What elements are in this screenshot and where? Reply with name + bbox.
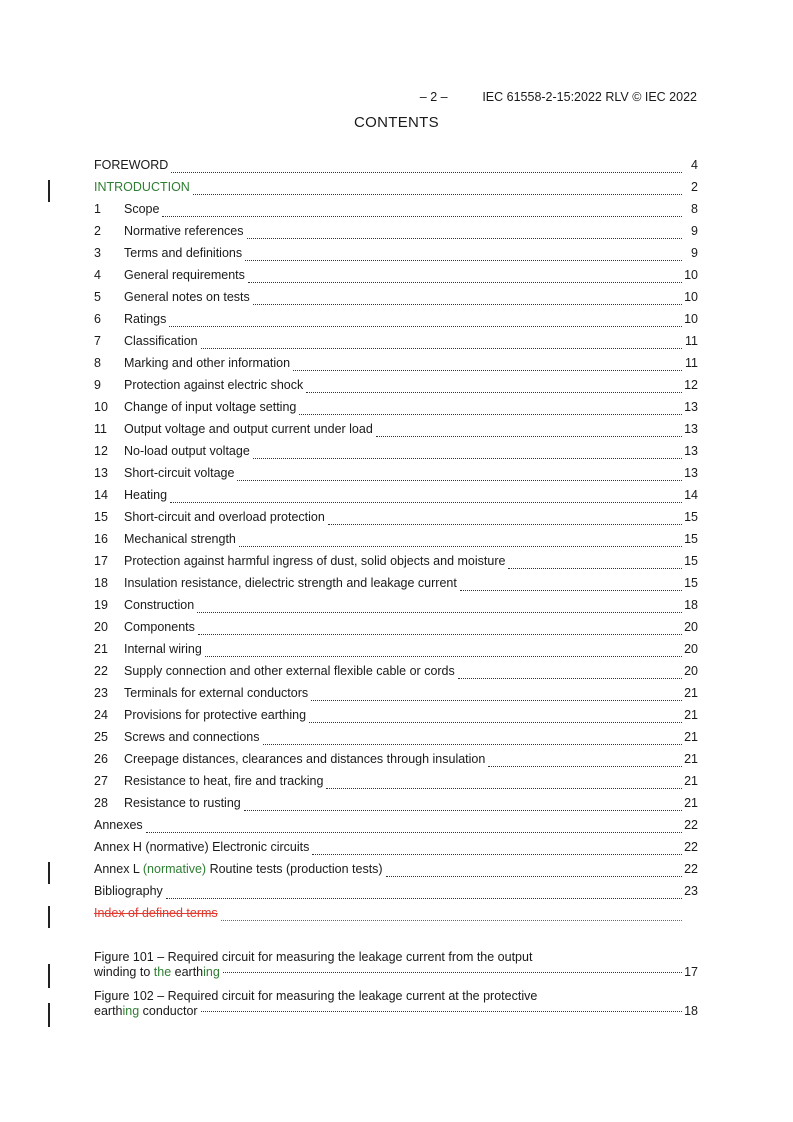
toc-entry-number: 18 — [94, 576, 108, 590]
toc-entry-label: Creepage distances, clearances and distances through insulation — [124, 752, 486, 766]
toc-entry-label: Heating — [124, 488, 168, 502]
dot-leader — [326, 787, 682, 789]
change-bar — [48, 964, 50, 988]
toc-entry-label: Annexes — [94, 818, 143, 832]
toc-entry-label: Protection against harmful ingress of dust, solid objects and moisture — [124, 554, 506, 568]
toc-entry-label: Ratings — [124, 312, 167, 326]
dot-leader — [488, 765, 682, 767]
dot-leader — [201, 347, 682, 349]
page-header — [413, 76, 697, 104]
toc-entry-number: 10 — [94, 400, 108, 414]
toc-entry-page: 10 — [684, 290, 698, 304]
toc-entry-label: Terms and definitions — [124, 246, 243, 260]
dot-leader — [166, 897, 682, 899]
dot-leader — [162, 215, 682, 217]
toc-entry[interactable] — [94, 730, 698, 752]
toc-entry-label: Protection against electric shock — [124, 378, 304, 392]
figure-entry[interactable] — [94, 989, 698, 1019]
toc-entry[interactable] — [94, 444, 698, 466]
toc-entry-number: 25 — [94, 730, 108, 744]
toc-entry-page: 12 — [684, 378, 698, 392]
toc-entry-page: 15 — [684, 554, 698, 568]
dot-leader — [299, 413, 682, 415]
toc-entry-label: Insulation resistance, dielectric strength and leakage current — [124, 576, 457, 590]
figure-page: 17 — [684, 965, 698, 979]
toc-entry[interactable] — [94, 180, 698, 202]
toc-entry-number: 23 — [94, 686, 108, 700]
figure-caption-continued: earthing conductor — [94, 1004, 198, 1018]
toc-entry[interactable] — [94, 576, 698, 598]
toc-entry-label: Supply connection and other external flexible cable or cords — [124, 664, 455, 678]
dot-leader — [245, 259, 682, 261]
toc-entry-page: 18 — [684, 598, 698, 612]
toc-entry-label: Index of defined terms — [94, 906, 218, 920]
dot-leader — [170, 501, 682, 503]
dot-leader — [376, 435, 682, 437]
dot-leader — [309, 721, 682, 723]
toc-entry[interactable] — [94, 532, 698, 554]
toc-entry-number: 11 — [94, 422, 107, 436]
toc-entry[interactable] — [94, 796, 698, 818]
toc-entry-page: 4 — [691, 158, 698, 172]
figure-caption-continued: winding to the earthing — [94, 965, 220, 979]
toc-entry-page: 21 — [684, 752, 698, 766]
dot-leader — [171, 171, 682, 173]
toc-entry-page: 2 — [691, 180, 698, 194]
toc-entry-page: 22 — [684, 840, 698, 854]
toc-entry-page: 22 — [684, 818, 698, 832]
dot-leader — [146, 831, 682, 833]
change-bar — [48, 180, 50, 202]
toc-entry-label: Bibliography — [94, 884, 163, 898]
dot-leader — [169, 325, 682, 327]
dot-leader — [306, 391, 682, 393]
toc-entry-page: 20 — [684, 642, 698, 656]
dot-leader — [508, 567, 682, 569]
standard-reference: IEC 61558-2-15:2022 RLV © IEC 2022 — [482, 90, 697, 104]
toc-entry-page: 13 — [684, 466, 698, 480]
toc-entry-number: 17 — [94, 554, 108, 568]
toc-entry-number: 26 — [94, 752, 108, 766]
toc-entry-number: 13 — [94, 466, 108, 480]
dot-leader — [205, 655, 682, 657]
toc-entry-number: 5 — [94, 290, 101, 304]
toc-entry-label: Resistance to rusting — [124, 796, 241, 810]
list-of-figures — [94, 950, 698, 1028]
toc-entry-page: 10 — [684, 312, 698, 326]
toc-entry-label: Short-circuit and overload protection — [124, 510, 325, 524]
dot-leader — [328, 523, 682, 525]
dot-leader — [460, 589, 682, 591]
toc-entry-number: 7 — [94, 334, 101, 348]
toc-entry[interactable] — [94, 642, 698, 664]
toc-entry-page: 21 — [684, 708, 698, 722]
figure-page: 18 — [684, 1004, 698, 1018]
figure-caption: Figure 102 – Required circuit for measuring the leakage current at the protective — [94, 989, 538, 1003]
toc-entry[interactable] — [94, 510, 698, 532]
toc-entry-page: 14 — [684, 488, 698, 502]
toc-entry-label: Output voltage and output current under load — [124, 422, 373, 436]
toc-entry-label: Marking and other information — [124, 356, 291, 370]
dot-leader — [247, 237, 683, 239]
toc-entry-number: 14 — [94, 488, 108, 502]
toc-entry[interactable] — [94, 598, 698, 620]
dot-leader — [458, 677, 682, 679]
toc-entry-page: 9 — [691, 224, 698, 238]
page-number: – 2 – — [419, 90, 448, 104]
toc-entry-label: General notes on tests — [124, 290, 250, 304]
dot-leader — [248, 281, 682, 283]
toc-entry-page: 21 — [684, 730, 698, 744]
dot-leader — [311, 699, 682, 701]
toc-entry-number: 24 — [94, 708, 108, 722]
table-of-contents — [94, 158, 698, 928]
toc-entry-page: 13 — [684, 400, 698, 414]
toc-entry[interactable] — [94, 554, 698, 576]
toc-entry[interactable] — [94, 268, 698, 290]
toc-entry-page: 10 — [684, 268, 698, 282]
figure-caption: Figure 101 – Required circuit for measuring the leakage current from the output — [94, 950, 533, 964]
toc-entry-label: Annex L (normative) Routine tests (production tests) — [94, 862, 383, 876]
dot-leader — [198, 633, 682, 635]
change-bar — [48, 1003, 50, 1027]
toc-entry[interactable] — [94, 664, 698, 686]
dot-leader — [239, 545, 682, 547]
toc-entry-number: 19 — [94, 598, 108, 612]
toc-entry-label: Scope — [124, 202, 160, 216]
toc-entry-number: 4 — [94, 268, 101, 282]
dot-leader — [312, 853, 682, 855]
page-title: CONTENTS — [354, 114, 439, 131]
toc-entry[interactable] — [94, 334, 698, 356]
dot-leader — [386, 875, 682, 877]
toc-entry[interactable] — [94, 158, 698, 180]
toc-entry-page: 15 — [684, 532, 698, 546]
toc-entry-number: 27 — [94, 774, 108, 788]
toc-entry-number: 15 — [94, 510, 108, 524]
toc-entry-label: Short-circuit voltage — [124, 466, 235, 480]
toc-entry[interactable] — [94, 400, 698, 422]
change-bar — [48, 862, 50, 884]
toc-entry-number: 20 — [94, 620, 108, 634]
toc-entry-number: 16 — [94, 532, 108, 546]
toc-entry[interactable] — [94, 224, 698, 246]
toc-entry[interactable] — [94, 466, 698, 488]
toc-entry-page: 11 — [685, 334, 698, 348]
toc-entry-page: 21 — [684, 774, 698, 788]
toc-entry[interactable] — [94, 906, 698, 928]
change-bar — [48, 906, 50, 928]
toc-entry-label: Internal wiring — [124, 642, 202, 656]
toc-entry-page: 8 — [691, 202, 698, 216]
toc-entry-page: 23 — [684, 884, 698, 898]
toc-entry-page: 13 — [684, 444, 698, 458]
dot-leader — [223, 971, 682, 973]
toc-entry-label: FOREWORD — [94, 158, 169, 172]
toc-entry-label: Resistance to heat, fire and tracking — [124, 774, 324, 788]
dot-leader — [293, 369, 682, 371]
toc-entry[interactable] — [94, 752, 698, 774]
toc-entry-page: 11 — [685, 356, 698, 370]
toc-entry[interactable] — [94, 488, 698, 510]
toc-entry[interactable] — [94, 290, 698, 312]
dot-leader — [201, 1010, 683, 1012]
toc-entry-page: 15 — [684, 576, 698, 590]
dot-leader — [253, 303, 682, 305]
toc-entry-number: 21 — [94, 642, 108, 656]
dot-leader — [237, 479, 682, 481]
toc-entry-label: Construction — [124, 598, 195, 612]
toc-entry-label: Annex H (normative) Electronic circuits — [94, 840, 310, 854]
toc-entry-label: Mechanical strength — [124, 532, 236, 546]
toc-entry-page: 13 — [684, 422, 698, 436]
toc-entry[interactable] — [94, 818, 698, 840]
figure-entry[interactable] — [94, 950, 698, 980]
toc-entry-label: Classification — [124, 334, 198, 348]
toc-entry[interactable] — [94, 862, 698, 884]
toc-entry-number: 9 — [94, 378, 101, 392]
toc-entry-label: Change of input voltage setting — [124, 400, 297, 414]
toc-entry-number: 1 — [94, 202, 101, 216]
dot-leader — [244, 809, 682, 811]
toc-entry-label: Components — [124, 620, 195, 634]
toc-entry[interactable] — [94, 884, 698, 906]
dot-leader — [221, 919, 682, 921]
toc-entry[interactable] — [94, 356, 698, 378]
toc-entry-label: INTRODUCTION — [94, 180, 190, 194]
toc-entry-page: 22 — [684, 862, 698, 876]
toc-entry-label: Provisions for protective earthing — [124, 708, 307, 722]
dot-leader — [253, 457, 682, 459]
toc-entry-page: 21 — [684, 796, 698, 810]
toc-entry[interactable] — [94, 774, 698, 796]
toc-entry[interactable] — [94, 378, 698, 400]
toc-entry[interactable] — [94, 202, 698, 224]
toc-entry-number: 28 — [94, 796, 108, 810]
toc-entry-page: 9 — [691, 246, 698, 260]
toc-entry-page: 20 — [684, 664, 698, 678]
toc-entry-label: Terminals for external conductors — [124, 686, 309, 700]
toc-entry-number: 12 — [94, 444, 108, 458]
toc-entry[interactable] — [94, 620, 698, 642]
dot-leader — [263, 743, 683, 745]
toc-entry[interactable] — [94, 312, 698, 334]
toc-entry-label: Screws and connections — [124, 730, 260, 744]
toc-entry-label: No-load output voltage — [124, 444, 250, 458]
dot-leader — [193, 193, 682, 195]
toc-entry[interactable] — [94, 708, 698, 730]
toc-entry-number: 3 — [94, 246, 101, 260]
toc-entry[interactable] — [94, 840, 698, 862]
toc-entry[interactable] — [94, 422, 698, 444]
toc-entry-page: 15 — [684, 510, 698, 524]
toc-entry[interactable] — [94, 686, 698, 708]
toc-entry-page: 20 — [684, 620, 698, 634]
toc-entry-number: 2 — [94, 224, 101, 238]
toc-entry-page: 21 — [684, 686, 698, 700]
toc-entry-label: Normative references — [124, 224, 244, 238]
dot-leader — [197, 611, 682, 613]
toc-entry-number: 8 — [94, 356, 101, 370]
toc-entry[interactable] — [94, 246, 698, 268]
toc-entry-number: 22 — [94, 664, 108, 678]
toc-entry-label: General requirements — [124, 268, 245, 282]
toc-entry-number: 6 — [94, 312, 101, 326]
